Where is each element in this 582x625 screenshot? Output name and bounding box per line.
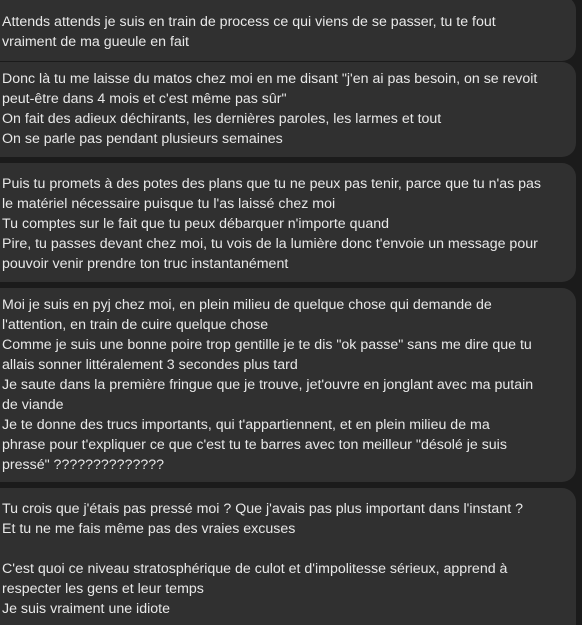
message-line: Je suis vraiment une idiote xyxy=(2,601,170,617)
message-line: pressé" ?????????????? xyxy=(2,457,165,473)
message-line: respecter les gens et leur temps xyxy=(2,581,204,597)
message-line: Donc là tu me laisse du matos chez moi en me disant "j'en ai pas besoin, on se revoit xyxy=(2,71,538,87)
message-line: phrase pour t'expliquer ce que c'est tu te barres avec ton meilleur "désolé je suis xyxy=(2,437,507,453)
message-line: Je te donne des trucs importants, qui t'appartiennent, et en plein milieu de ma xyxy=(2,417,490,433)
message-line: de viande xyxy=(2,397,64,413)
message-line: Puis tu promets à des potes des plans que tu ne peux pas tenir, parce que tu n'as pas xyxy=(2,176,542,192)
message-line: l'attention, en train de cuire quelque chose xyxy=(2,317,269,333)
message-bubble[interactable] xyxy=(0,163,576,282)
message-bubble[interactable] xyxy=(0,488,576,625)
message-line: pouvoir venir prendre ton truc instantanément xyxy=(2,256,289,272)
message-line: vraiment de ma gueule en fait xyxy=(2,34,189,50)
message-line: Tu comptes sur le fait que tu peux débarquer n'importe quand xyxy=(2,216,390,232)
message-line: Attends attends je suis en train de process ce qui viens de se passer, tu te fout xyxy=(2,14,496,30)
message-bubble[interactable] xyxy=(0,288,576,482)
message-line: le matériel nécessaire puisque tu l'as laissé chez moi xyxy=(2,196,336,212)
message-line: Pire, tu passes devant chez moi, tu vois de la lumière donc t'envoie un message pour xyxy=(2,236,538,252)
message-line: allais sonner littéralement 3 secondes plus tard xyxy=(2,357,298,373)
message-bubble[interactable] xyxy=(0,0,576,61)
message-line: Comme je suis une bonne poire trop gentille je te dis "ok passe" sans me dire que tu xyxy=(2,337,532,353)
message-line: On fait des adieux déchirants, les dernières paroles, les larmes et tout xyxy=(2,111,442,127)
message-line: C'est quoi ce niveau stratosphérique de culot et d'impolitesse sérieux, apprend à xyxy=(2,561,508,577)
message-line: peut-être dans 4 mois et c'est même pas sûr" xyxy=(2,91,287,107)
message-line: Tu crois que j'étais pas pressé moi ? Que j'avais pas plus important dans l'instant ? xyxy=(2,501,523,517)
message-line: On se parle pas pendant plusieurs semaines xyxy=(2,131,283,147)
message-line: Moi je suis en pyj chez moi, en plein milieu de quelque chose qui demande de xyxy=(2,297,492,313)
message-line: Et tu ne me fais même pas des vraies excuses xyxy=(2,521,296,537)
message-bubble[interactable] xyxy=(0,62,576,157)
message-line: Je saute dans la première fringue que je trouve, jet'ouvre en jonglant avec ma putain xyxy=(2,377,534,393)
